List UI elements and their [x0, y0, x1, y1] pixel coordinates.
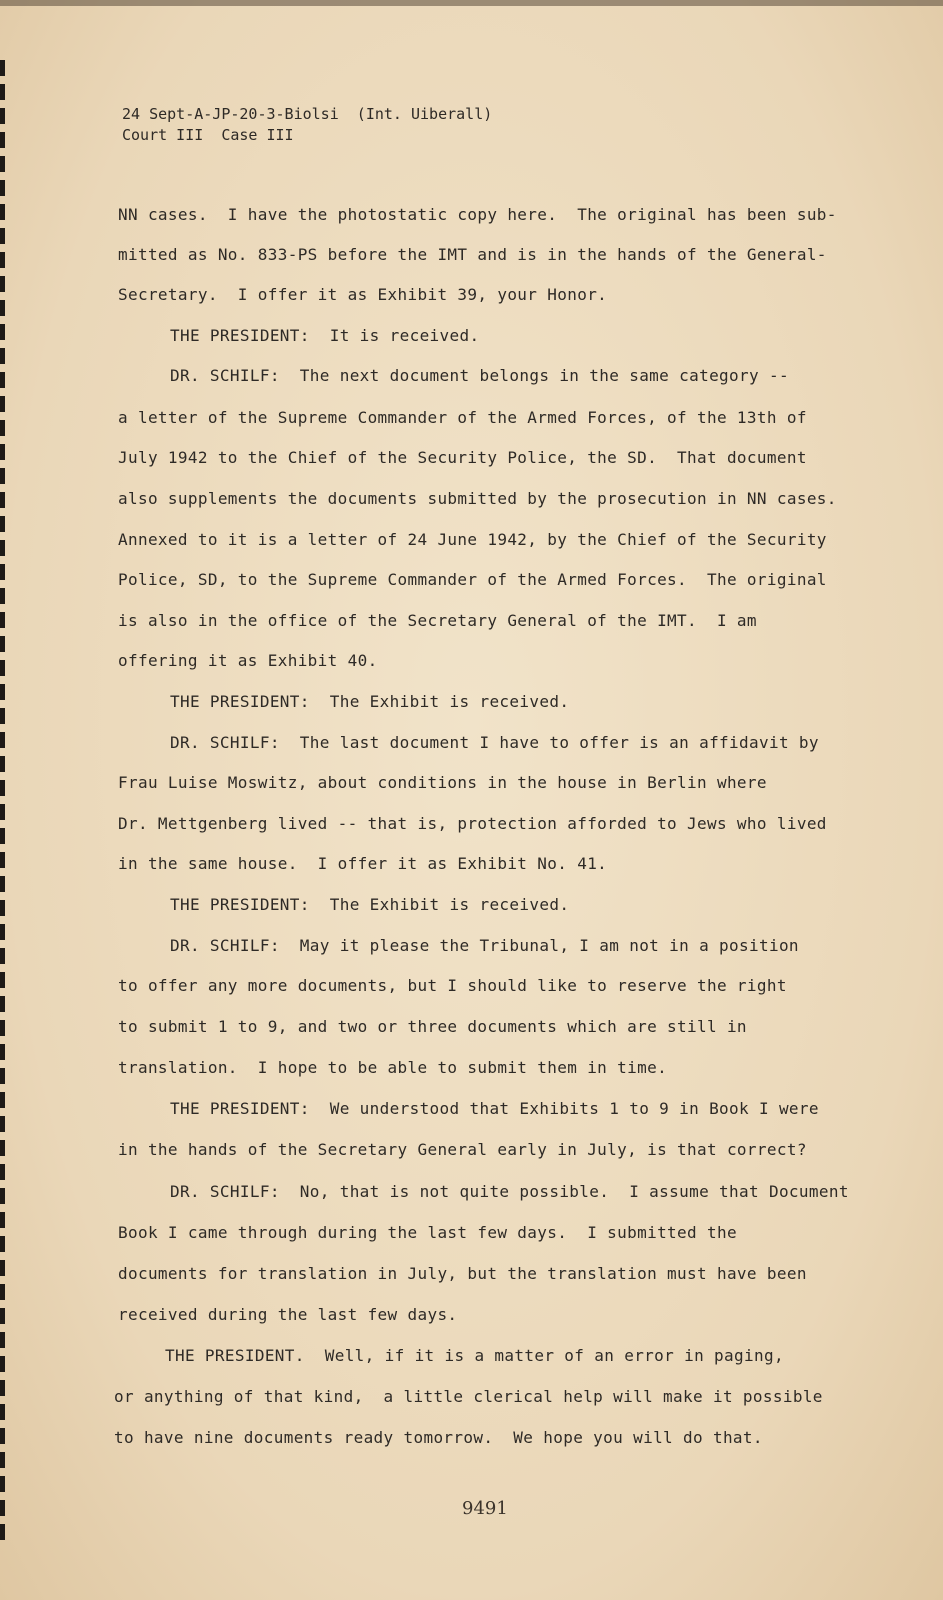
body-line: DR. SCHILF: The next document belongs in the same category --: [170, 366, 789, 385]
body-line: to have nine documents ready tomorrow. We hope you will do that.: [114, 1428, 763, 1447]
body-line: in the same house. I offer it as Exhibit No. 41.: [118, 854, 608, 873]
binding-holes: [0, 60, 5, 1540]
body-line: NN cases. I have the photostatic copy here. The original has been sub-: [118, 205, 837, 224]
body-line: translation. I hope to be able to submit them in time.: [118, 1058, 668, 1077]
body-line: THE PRESIDENT: The Exhibit is received.: [170, 895, 570, 914]
body-line: DR. SCHILF: The last document I have to offer is an affidavit by: [170, 733, 819, 752]
body-line: Frau Luise Moswitz, about conditions in the house in Berlin where: [118, 773, 767, 792]
body-line: Police, SD, to the Supreme Commander of the Armed Forces. The original: [118, 570, 827, 589]
body-line: also supplements the documents submitted by the prosecution in NN cases.: [118, 489, 837, 508]
body-line: THE PRESIDENT: It is received.: [170, 326, 480, 345]
body-line: Dr. Mettgenberg lived -- that is, protection afforded to Jews who lived: [118, 814, 827, 833]
body-line: documents for translation in July, but the translation must have been: [118, 1264, 807, 1283]
body-line: in the hands of the Secretary General early in July, is that correct?: [118, 1140, 807, 1159]
header-line-1: 24 Sept-A-JP-20-3-Biolsi (Int. Uiberall): [122, 105, 493, 123]
body-line: to offer any more documents, but I should like to reserve the right: [118, 976, 787, 995]
document-header: [122, 104, 492, 146]
body-line: offering it as Exhibit 40.: [118, 651, 378, 670]
body-line: July 1942 to the Chief of the Security Police, the SD. That document: [118, 448, 807, 467]
body-line: mitted as No. 833-PS before the IMT and is in the hands of the General-: [118, 245, 827, 264]
scan-top-edge: [0, 0, 943, 6]
body-line: DR. SCHILF: May it please the Tribunal, I am not in a position: [170, 936, 799, 955]
body-line: THE PRESIDENT: We understood that Exhibits 1 to 9 in Book I were: [170, 1099, 819, 1118]
body-line: or anything of that kind, a little clerical help will make it possible: [114, 1387, 823, 1406]
header-line-2: Court III Case III: [122, 126, 294, 144]
body-line: is also in the office of the Secretary General of the IMT. I am: [118, 611, 757, 630]
page-number: 9491: [462, 1498, 508, 1519]
body-line: THE PRESIDENT: The Exhibit is received.: [170, 692, 570, 711]
body-line: Book I came through during the last few days. I submitted the: [118, 1223, 737, 1242]
body-line: a letter of the Supreme Commander of the Armed Forces, of the 13th of: [118, 408, 807, 427]
body-line: Annexed to it is a letter of 24 June 1942, by the Chief of the Security: [118, 530, 827, 549]
body-line: Secretary. I offer it as Exhibit 39, your Honor.: [118, 285, 608, 304]
body-line: received during the last few days.: [118, 1305, 458, 1324]
body-line: to submit 1 to 9, and two or three documents which are still in: [118, 1017, 747, 1036]
body-line: THE PRESIDENT. Well, if it is a matter of an error in paging,: [165, 1346, 784, 1365]
body-line: DR. SCHILF: No, that is not quite possible. I assume that Document: [170, 1182, 849, 1201]
